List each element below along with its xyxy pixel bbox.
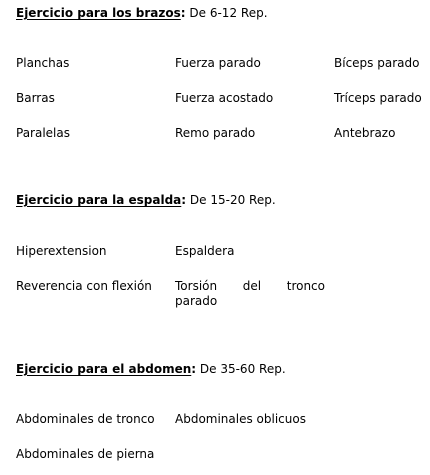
section-colon: : [181, 193, 187, 207]
section-heading-arms [16, 6, 268, 21]
exercise-item: Antebrazo [334, 126, 396, 140]
exercise-item: Fuerza parado [175, 56, 261, 70]
torsion-word: tronco [286, 279, 325, 293]
section-heading-abs [16, 362, 286, 377]
section-title: Ejercicio para el abdomen [16, 362, 192, 376]
exercise-item: Fuerza acostado [175, 91, 274, 105]
section-heading-back [16, 193, 276, 208]
exercise-item: Tríceps parado [334, 91, 422, 105]
section-title: Ejercicio para la espalda [16, 193, 182, 207]
exercise-item: Reverencia con flexión [16, 279, 152, 293]
exercise-item: Abdominales oblicuos [175, 412, 306, 426]
exercise-item: Espaldera [175, 244, 235, 258]
exercise-item: Bíceps parado [334, 56, 420, 70]
section-colon: : [191, 362, 197, 376]
exercise-item: Abdominales de pierna [16, 447, 155, 461]
torsion-line-2: parado [175, 294, 218, 308]
exercise-item: Paralelas [16, 126, 70, 140]
section-reps: De 15-20 Rep. [186, 193, 276, 207]
section-reps: De 6-12 Rep. [185, 6, 268, 20]
exercise-item: Hiperextension [16, 244, 107, 258]
section-colon: : [180, 6, 186, 20]
torsion-line-1 [175, 279, 325, 294]
section-title: Ejercicio para los brazos [16, 6, 181, 20]
exercise-item-torsion [175, 279, 325, 309]
torsion-word: del [242, 279, 262, 293]
exercise-item: Remo parado [175, 126, 256, 140]
section-reps: De 35-60 Rep. [196, 362, 286, 376]
exercise-item: Barras [16, 91, 55, 105]
torsion-word: Torsión [175, 279, 218, 293]
exercise-item: Planchas [16, 56, 70, 70]
exercise-item: Abdominales de tronco [16, 412, 155, 426]
